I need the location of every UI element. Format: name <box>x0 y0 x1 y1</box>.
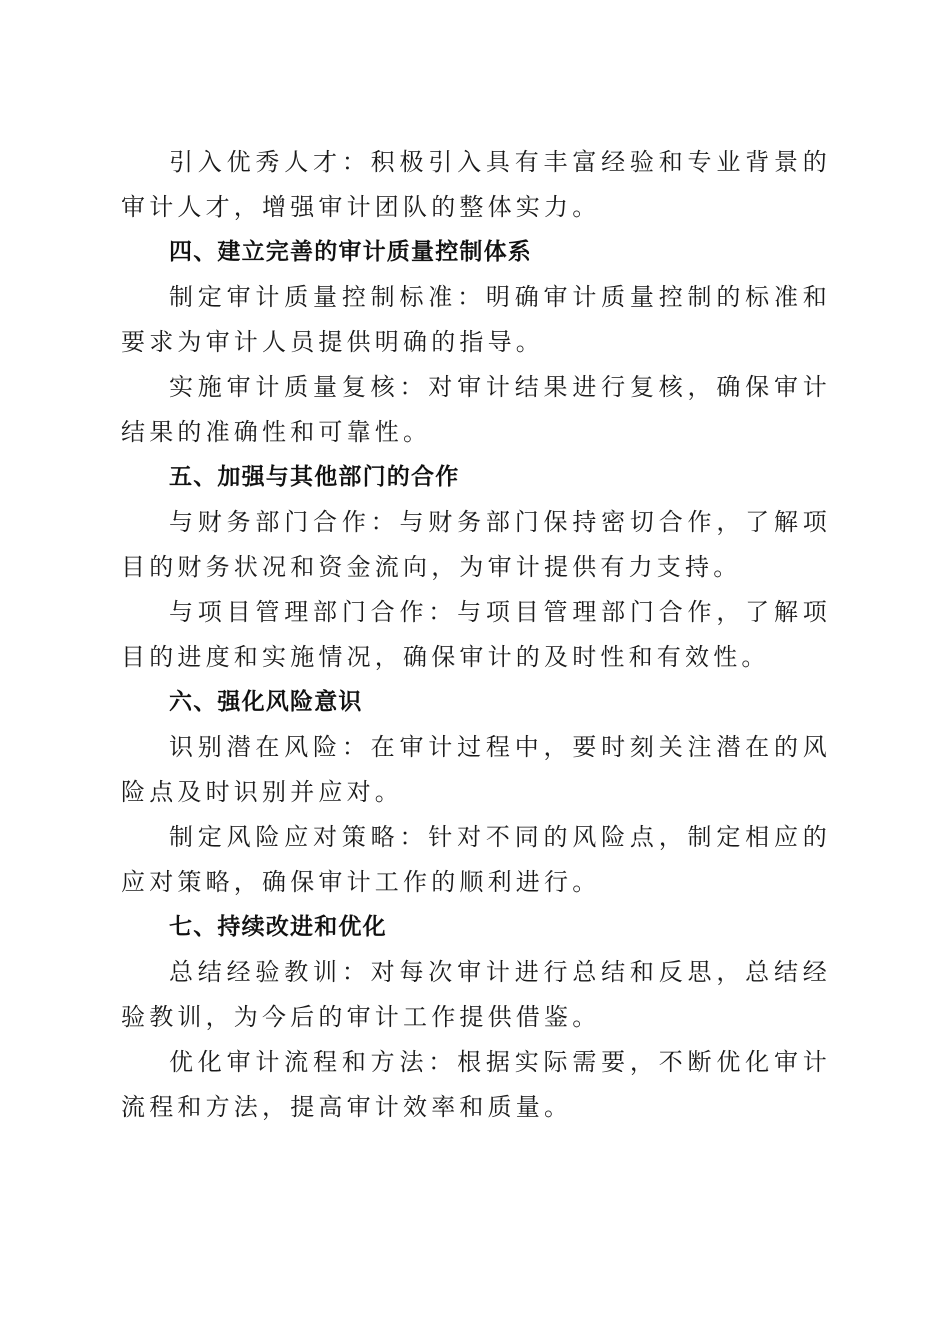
paragraph-optimize-process: 优化审计流程和方法：根据实际需要，不断优化审计流程和方法，提高审计效率和质量。 <box>121 1048 831 1121</box>
paragraph-quality-standard: 制定审计质量控制标准：明确审计质量控制的标准和要求为审计人员提供明确的指导。 <box>121 283 831 356</box>
section-heading-7: 七、持续改进和优化 <box>169 914 387 940</box>
paragraph-lessons-learned: 总结经验教训：对每次审计进行总结和反思，总结经验教训，为今后的审计工作提供借鉴。 <box>121 958 831 1031</box>
section-heading-5: 五、加强与其他部门的合作 <box>169 464 460 490</box>
paragraph-identify-risk: 识别潜在风险：在审计过程中，要时刻关注潜在的风险点及时识别并应对。 <box>121 733 831 806</box>
paragraph-project-cooperation: 与项目管理部门合作：与项目管理部门合作，了解项目的进度和实施情况，确保审计的及时性和有效性。 <box>121 598 831 671</box>
document-body <box>121 140 831 1130</box>
paragraph-finance-cooperation: 与财务部门合作：与财务部门保持密切合作，了解项目的财务状况和资金流向，为审计提供有力支持。 <box>121 508 831 581</box>
paragraph-risk-strategy: 制定风险应对策略：针对不同的风险点，制定相应的应对策略，确保审计工作的顺利进行。 <box>121 823 831 896</box>
paragraph-quality-review: 实施审计质量复核：对审计结果进行复核，确保审计结果的准确性和可靠性。 <box>121 373 831 446</box>
paragraph-recruit-talent: 引入优秀人才：积极引入具有丰富经验和专业背景的审计人才，增强审计团队的整体实力。 <box>121 148 831 221</box>
section-heading-6: 六、强化风险意识 <box>169 689 363 715</box>
section-heading-4: 四、建立完善的审计质量控制体系 <box>169 239 532 265</box>
